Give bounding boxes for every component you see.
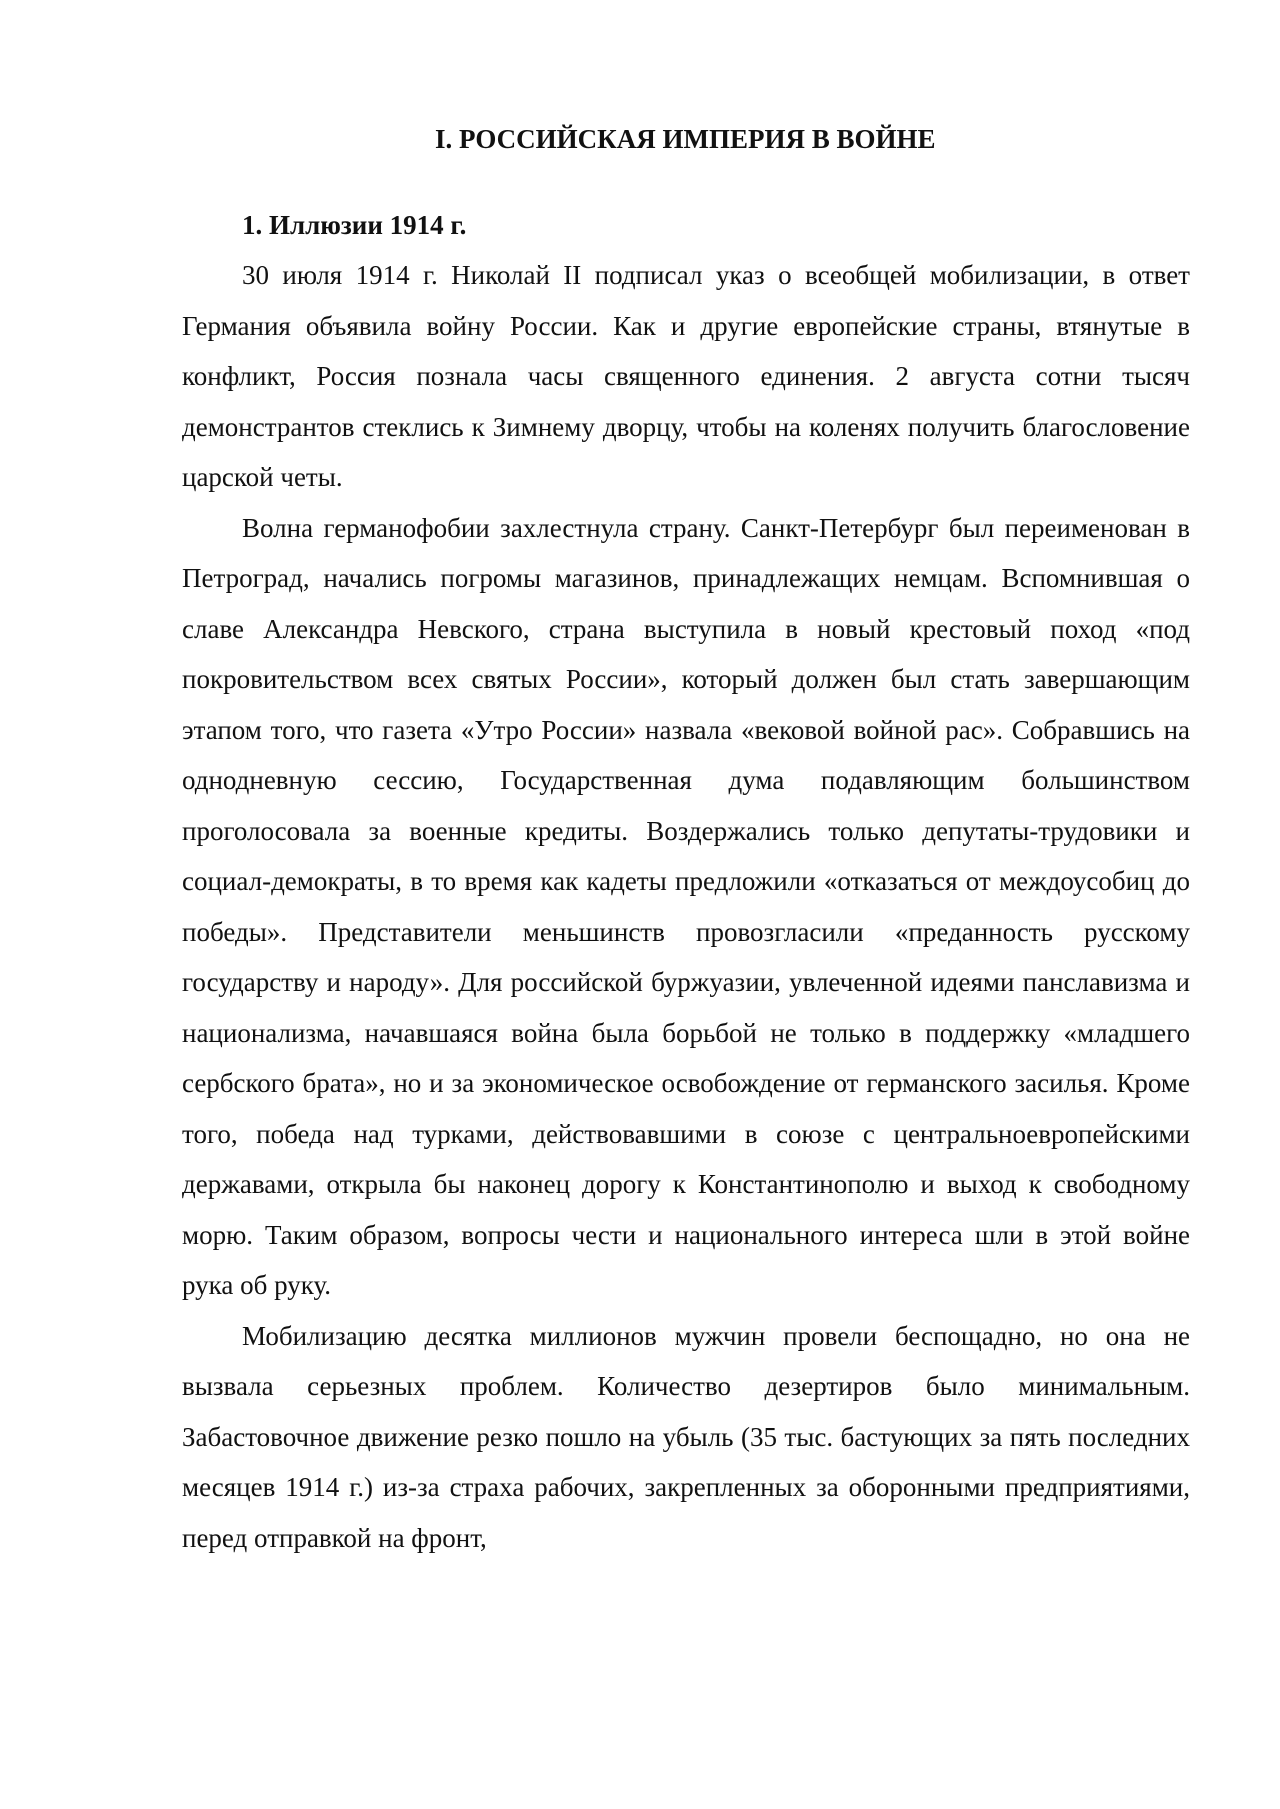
paragraph-3: Мобилизацию десятка миллионов мужчин провели беспощадно, но она не вызвала серьезных проблем. Количество дезертиров было минимальным. Забастовочное движение резко пошло на убыль (35 тыс. бастующих за пять последних месяцев 1914 г.) из-за страха рабочих, закрепленных за оборонными предприятиями, перед отправкой на фронт,: [182, 1320, 1190, 1553]
paragraph-2: Волна германофобии захлестнула страну. Санкт-Петербург был переименован в Петроград, начались погромы магазинов, принадлежащих немцам. Вспомнившая о славе Александра Невского, страна выступила в новый крестовый поход «под покровительством всех святых России», который должен был стать завершающим этапом того, что газета «Утро России» назвала «вековой войной рас». Собравшись на однодневную сессию, Государственная дума подавляющим большинством проголосовала за военные кредиты. Воздержались только депутаты-трудовики и социал-демократы, в то время как кадеты предложили «отказаться от междоусобиц до победы». Представители меньшинств провозгласили «преданность русскому государству и народу». Для российской буржуазии, увлеченной идеями панславизма и национализма, начавшаяся война была борьбой не только в поддержку «младшего сербского брата», но и за экономическое освобождение от германского засилья. Кроме того, победа над турками, действовавшими в союзе с центральноевропейскими державами, открыла бы наконец дорогу к Константинополю и выход к свободному морю. Таким образом, вопросы чести и национального интереса шли в этой войне рука об руку.: [182, 512, 1190, 1300]
document-page: [182, 118, 1190, 1563]
chapter-title: I. РОССИЙСКАЯ ИМПЕРИЯ В ВОЙНЕ: [435, 124, 936, 154]
paragraph-1: 30 июля 1914 г. Николай II подписал указ о всеобщей мобилизации, в ответ Германия объявила войну России. Как и другие европейские страны, втянутые в конфликт, Россия познала часы священного единения. 2 августа сотни тысяч демонстрантов стеклись к Зимнему дворцу, чтобы на коленях получить благословение царской четы.: [182, 260, 1190, 492]
section-title: 1. Иллюзии 1914 г.: [242, 210, 467, 240]
